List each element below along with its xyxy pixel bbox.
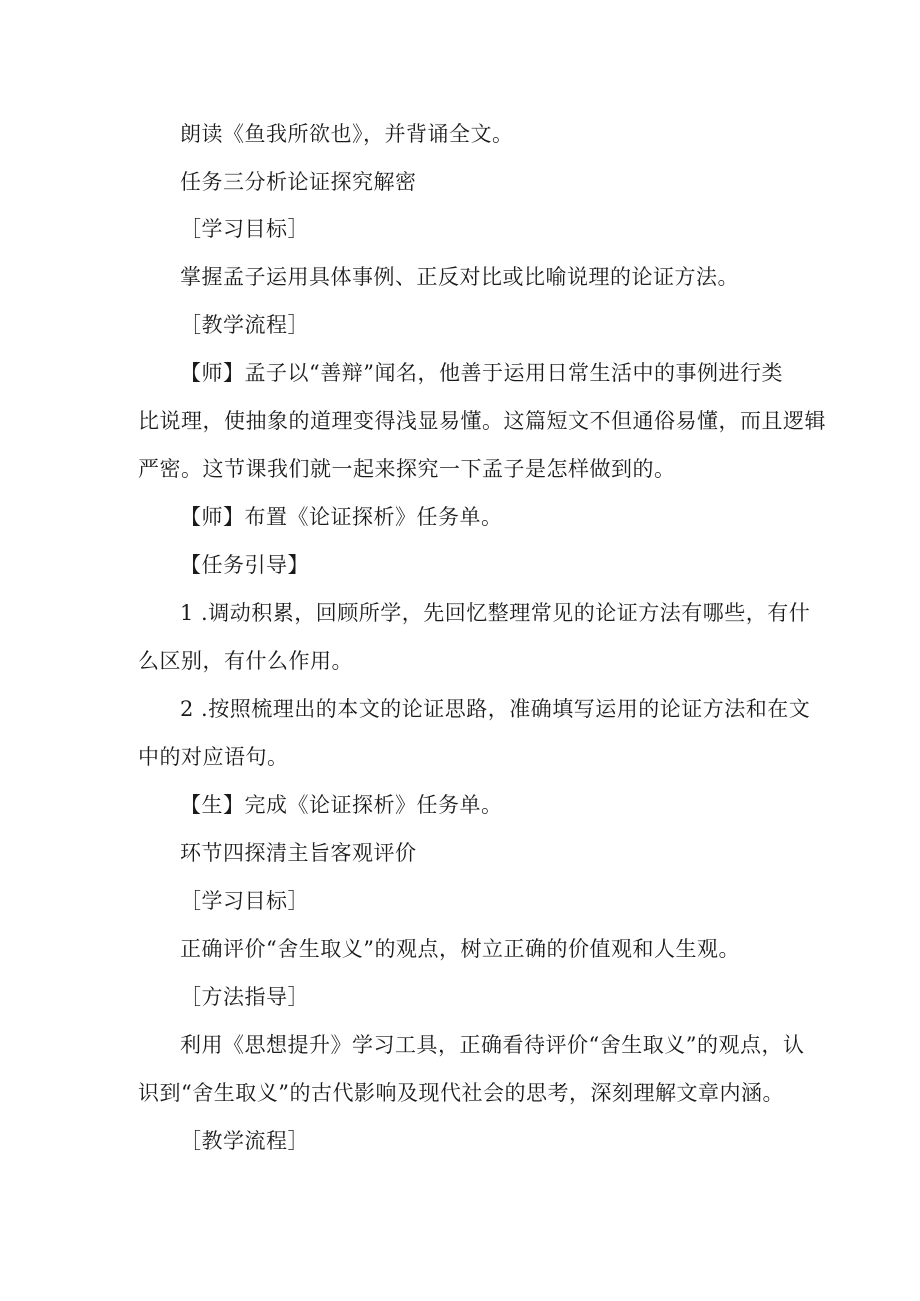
- section-heading-step-four: 环节四探清主旨客观评价: [180, 841, 417, 865]
- student-complete-task: 【生】完成《论证探析》任务单。: [180, 793, 503, 817]
- label-learning-goal: ［学习目标］: [180, 217, 309, 241]
- method-guide-line-1: 利用《思想提升》学习工具，正确看待评价“舍生取义”的观点，认: [180, 1033, 805, 1057]
- learning-goal-text: 掌握孟子运用具体事例、正反对比或比喻说理的论证方法。: [180, 265, 739, 289]
- instruction-recite: 朗读《鱼我所欲也》，并背诵全文。: [180, 122, 514, 146]
- teacher-paragraph-line-3: 严密。这节课我们就一起来探究一下孟子是怎样做到的。: [138, 457, 676, 481]
- method-guide-line-2: 识到“舍生取义”的古代影响及现代社会的思考，深刻理解文章内涵。: [138, 1081, 784, 1105]
- task-item-2-line-2: 中的对应语句。: [138, 745, 289, 769]
- label-method-guide: ［方法指导］: [180, 985, 309, 1009]
- label-teaching-process-2: ［教学流程］: [180, 1129, 309, 1153]
- teacher-paragraph-line-2: 比说理，使抽象的道理变得浅显易懂。这篇短文不但通俗易懂，而且逻辑: [138, 409, 826, 433]
- teacher-assign-task: 【师】布置《论证探析》任务单。: [180, 505, 503, 529]
- teacher-paragraph-line-1: 【师】孟子以“善辩”闻名，他善于运用日常生活中的事例进行类: [180, 361, 783, 385]
- section-heading-task-three: 任务三分析论证探究解密: [180, 170, 417, 194]
- learning-goal-text-2: 正确评价“舍生取义”的观点，树立正确的价值观和人生观。: [180, 937, 740, 961]
- task-item-1-line-1: 1 .调动积累，回顾所学，先回忆整理常见的论证方法有哪些，有什: [180, 601, 811, 625]
- label-teaching-process: ［教学流程］: [180, 313, 309, 337]
- label-task-guide: 【任务引导】: [180, 553, 309, 577]
- label-learning-goal-2: ［学习目标］: [180, 889, 309, 913]
- task-item-1-line-2: 么区别，有什么作用。: [138, 649, 353, 673]
- task-item-2-line-1: 2 .按照梳理出的本文的论证思路，准确填写运用的论证方法和在文: [180, 697, 811, 721]
